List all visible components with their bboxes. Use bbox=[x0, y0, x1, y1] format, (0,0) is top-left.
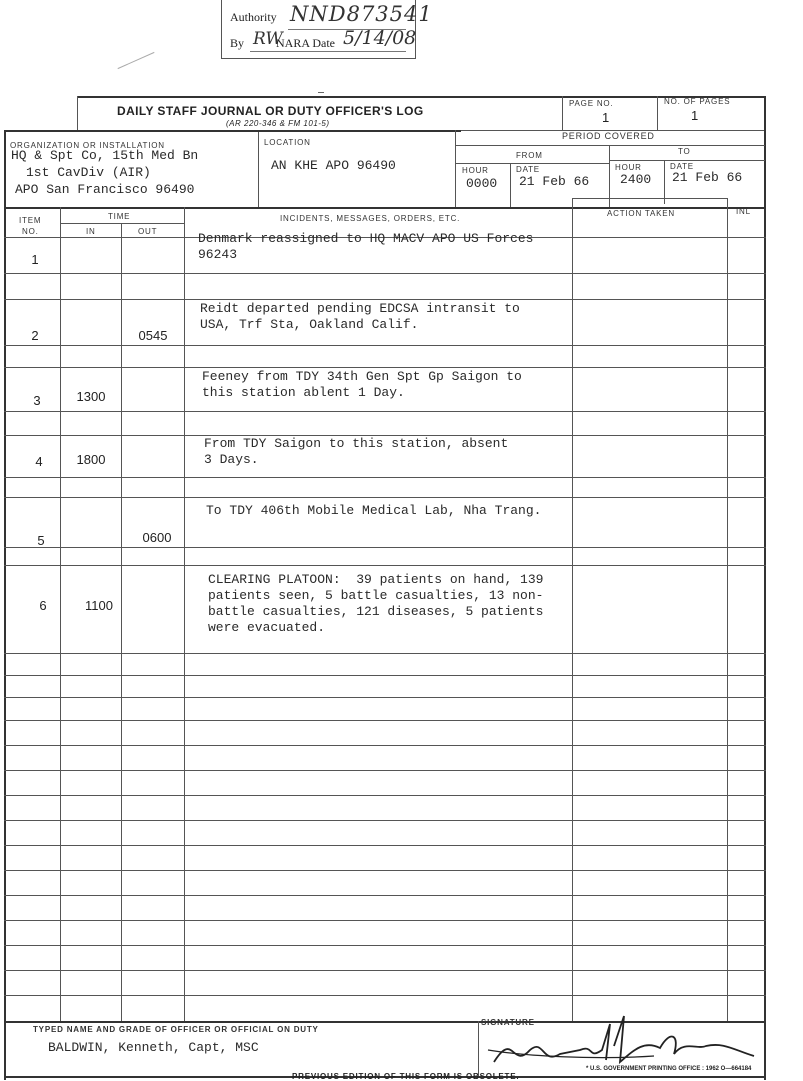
ruling-line bbox=[4, 995, 766, 996]
to-hour-label: HOUR bbox=[615, 163, 642, 172]
time-out-label: OUT bbox=[138, 227, 158, 236]
ruling-line bbox=[4, 411, 766, 412]
item-no-label: NO. bbox=[22, 227, 39, 236]
to-label: TO bbox=[678, 147, 691, 156]
item-number: 3 bbox=[33, 393, 41, 408]
ruling-line bbox=[4, 367, 766, 368]
entry-text: CLEARING PLATOON: 39 patients on hand, 139 patients seen, 5 battle casualties, 13 non- battle casualties, 121 diseases, 5 patients were evacuated. bbox=[208, 572, 544, 635]
ruling-line bbox=[4, 770, 766, 771]
item-number: 6 bbox=[39, 598, 47, 613]
typed-name-label: TYPED NAME AND GRADE OF OFFICER OR OFFICIAL ON DUTY bbox=[33, 1025, 319, 1034]
ruling-line bbox=[4, 870, 766, 871]
entry-text: Denmark reassigned to HQ MACV APO US Forces 96243 bbox=[198, 231, 534, 262]
action-taken-label: ACTION TAKEN bbox=[607, 209, 675, 218]
from-hour-label: HOUR bbox=[462, 166, 489, 175]
ruling-line bbox=[4, 945, 766, 946]
time-in: 1800 bbox=[76, 452, 106, 467]
ruling-line bbox=[4, 273, 766, 274]
typed-name-value: BALDWIN, Kenneth, Capt, MSC bbox=[48, 1040, 259, 1055]
organization-line-1: HQ & Spt Co, 15th Med Bn bbox=[11, 148, 199, 163]
form-reference: (AR 220-346 & FM 101-5) bbox=[226, 119, 330, 128]
organization-line-2: 1st CavDiv (AIR) bbox=[26, 165, 151, 180]
ruling-line bbox=[4, 299, 766, 300]
time-in: 1100 bbox=[85, 598, 113, 613]
ruling-line bbox=[4, 675, 766, 676]
by-initials: RW bbox=[253, 29, 283, 49]
entry-text: Feeney from TDY 34th Gen Spt Gp Saigon to this station ablent 1 Day. bbox=[202, 369, 522, 400]
ruling-line bbox=[4, 970, 766, 971]
to-date-value: 21 Feb 66 bbox=[672, 170, 743, 185]
signature-label: SIGNATURE bbox=[481, 1018, 535, 1027]
authority-number: NND873541 bbox=[290, 2, 433, 26]
form-title: DAILY STAFF JOURNAL OR DUTY OFFICER'S LOG bbox=[117, 104, 424, 118]
organization-line-3: APO San Francisco 96490 bbox=[15, 182, 195, 197]
item-number: 4 bbox=[35, 454, 43, 469]
time-in-label: IN bbox=[86, 227, 96, 236]
obsolete-note: PREVIOUS EDITION OF THIS FORM IS OBSOLETE. bbox=[292, 1072, 520, 1081]
page-no-label: PAGE NO. bbox=[569, 99, 614, 108]
ruling-line bbox=[4, 820, 766, 821]
page-no-value: 1 bbox=[602, 110, 610, 125]
ruling-line bbox=[4, 795, 766, 796]
nara-date-label: NARA Date bbox=[276, 36, 335, 50]
time-out: 0600 bbox=[142, 530, 172, 545]
from-label: FROM bbox=[516, 151, 543, 160]
inl-label: INL bbox=[736, 207, 751, 216]
from-hour-value: 0000 bbox=[466, 176, 498, 191]
to-date-label: DATE bbox=[670, 162, 694, 171]
entry-text: From TDY Saigon to this station, absent 3 Days. bbox=[204, 436, 509, 467]
nara-date-value: 5/14/08 bbox=[343, 27, 417, 49]
ruling-line bbox=[4, 920, 766, 921]
organization-label: ORGANIZATION OR INSTALLATION bbox=[10, 141, 165, 150]
ruling-line bbox=[4, 845, 766, 846]
item-number: 5 bbox=[37, 533, 45, 548]
signature-mark bbox=[484, 1010, 764, 1074]
to-hour-value: 2400 bbox=[620, 172, 652, 187]
ruling-line bbox=[4, 477, 766, 478]
incidents-label: INCIDENTS, MESSAGES, ORDERS, ETC. bbox=[280, 214, 461, 223]
location-label: LOCATION bbox=[264, 138, 311, 147]
item-number: 1 bbox=[31, 252, 39, 267]
time-in: 1300 bbox=[76, 389, 106, 404]
time-out: 0545 bbox=[138, 328, 168, 343]
item-label: ITEM bbox=[19, 216, 42, 225]
ruling-line bbox=[4, 697, 766, 698]
ruling-line bbox=[4, 653, 766, 654]
ruling-line bbox=[4, 745, 766, 746]
ruling-line bbox=[4, 497, 766, 498]
period-covered-label: PERIOD COVERED bbox=[562, 131, 655, 141]
by-label: By bbox=[230, 36, 245, 50]
no-of-pages-label: NO. OF PAGES bbox=[664, 97, 731, 106]
ruling-line bbox=[4, 547, 766, 548]
from-date-value: 21 Feb 66 bbox=[519, 174, 590, 189]
ruling-line bbox=[4, 720, 766, 721]
ruling-line bbox=[4, 895, 766, 896]
time-label: TIME bbox=[108, 212, 131, 221]
ruling-line bbox=[4, 565, 766, 566]
item-number: 2 bbox=[31, 328, 39, 343]
no-of-pages-value: 1 bbox=[691, 108, 699, 123]
from-date-label: DATE bbox=[516, 165, 540, 174]
ruling-line bbox=[4, 345, 766, 346]
authority-label: Authority bbox=[230, 10, 277, 24]
entry-text: To TDY 406th Mobile Medical Lab, Nha Trang. bbox=[206, 503, 542, 518]
entry-text: Reidt departed pending EDCSA intransit to USA, Trf Sta, Oakland Calif. bbox=[200, 301, 520, 332]
location-value: AN KHE APO 96490 bbox=[271, 158, 396, 173]
printing-office-note: * U.S. GOVERNMENT PRINTING OFFICE : 1962 O—664184 bbox=[586, 1066, 752, 1072]
